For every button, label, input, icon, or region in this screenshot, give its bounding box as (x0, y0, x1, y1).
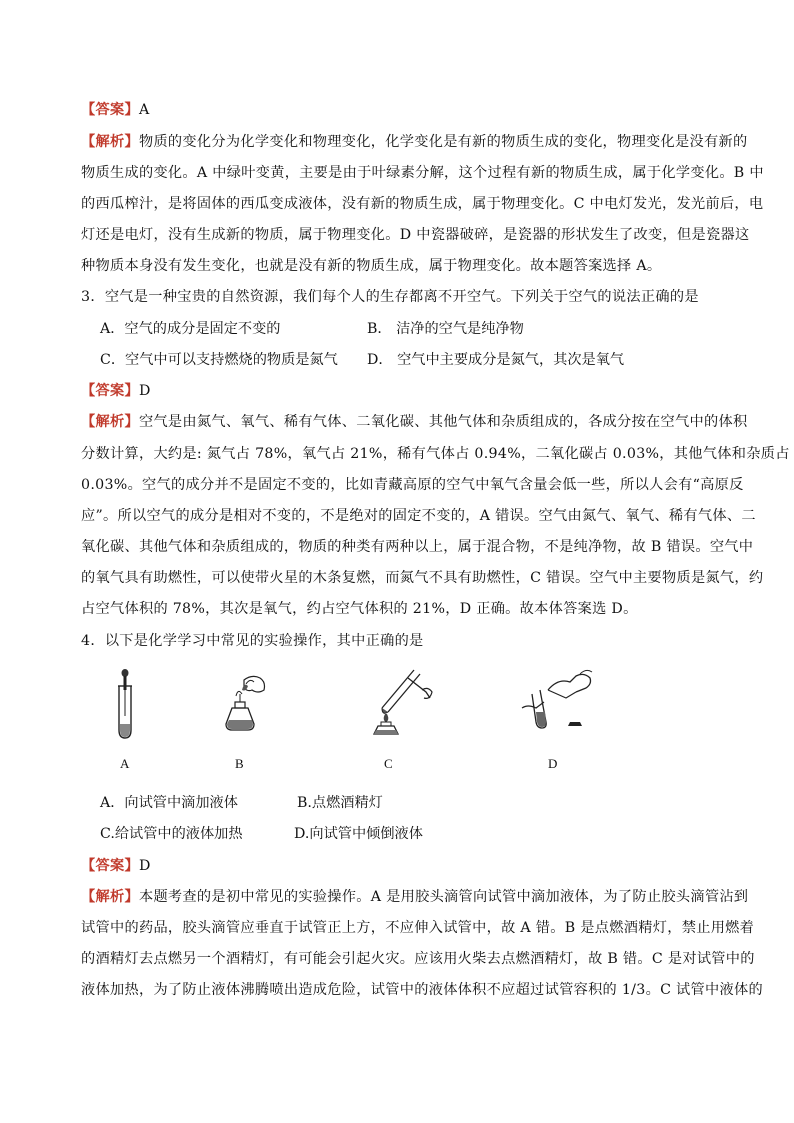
q2-answer-line (81, 101, 721, 119)
q3-analysis-line-4: 应”。所以空气的成分是相对不变的，不是绝对的固定不变的，A 错误。空气由氮气、氧气、稀有气体、二 (81, 508, 756, 524)
q3-analysis-line-1 (81, 413, 748, 431)
figure-label-b: B (235, 756, 244, 771)
test-tube-heating-image (368, 664, 434, 736)
q2-answer: A (138, 102, 150, 118)
q2-analysis-line-5: 种物质本身没有发生变化，也就是没有新的物质生成，属于物理变化。故本题答案选择 A。 (81, 258, 662, 274)
q2-analysis-line-4: 灯还是电灯，没有生成新的物质，属于物理变化。D 中瓷器破碎，是瓷器的形状发生了改变，但是瓷器这 (81, 227, 750, 243)
q3-answer-line (81, 382, 721, 400)
q3-analysis-line-7: 占空气体积的 78%，其次是氧气，约占空气体积的 21%，D 正确。故本体答案选 D。 (81, 601, 638, 617)
answer-tag: 【答案】 (81, 383, 139, 399)
q4-option-d: D.向试管中倾倒液体 (294, 826, 423, 842)
q3-answer: D (138, 383, 151, 399)
analysis-tag: 【解析】 (81, 134, 139, 150)
q3-option-c: C．空气中可以支持燃烧的物质是氮气 (100, 352, 338, 368)
analysis-tag: 【解析】 (81, 414, 139, 430)
figure-label-d: D (548, 756, 558, 771)
pouring-liquid-image (518, 668, 598, 730)
analysis-tag: 【解析】 (81, 889, 139, 905)
q4-option-b: B.点燃酒精灯 (297, 795, 383, 811)
alcohol-lamp-lighting-image (224, 672, 270, 734)
q4-analysis-text-1: 本题考查的是初中常见的实验操作。A 是用胶头滴管向试管中滴加液体，为了防止胶头滴管沾到 (138, 889, 749, 905)
q2-analysis-text-1: 物质的变化分为化学变化和物理变化，化学变化是有新的物质生成的变化，物理变化是没有新的 (138, 134, 748, 150)
q3-option-d: D． 空气中主要成分是氮气，其次是氧气 (367, 352, 625, 368)
q4-analysis-line-2: 试管中的药品，胶头滴管应垂直于试管正上方，不应伸入试管中，故 A 错。B 是点燃酒精灯，禁止用燃着 (81, 920, 755, 936)
q3-option-b: B． 洁净的空气是纯净物 (367, 321, 524, 337)
figure-label-c: C (384, 756, 393, 771)
q2-analysis-line-2: 物质生成的变化。A 中绿叶变黄，主要是由于叶绿素分解，这个过程有新的物质生成，属于化学变化。B 中 (81, 165, 764, 181)
q3-analysis-line-5: 氧化碳、其他气体和杂质组成的，物质的种类有两种以上，属于混合物，不是纯净物，故 B 错误。空气中 (81, 539, 754, 555)
q3-analysis-text-1: 空气是由氮气、氧气、稀有气体、二氧化碳、其他气体和杂质组成的，各成分按在空气中的体积 (138, 414, 748, 430)
q4-analysis-line-4: 液体加热，为了防止液体沸腾喷出造成危险，试管中的液体体积不应超过试管容积的 1/3。C 试管中液体的 (81, 982, 763, 998)
q3-stem: 3．空气是一种宝贵的自然资源，我们每个人的生存都离不开空气。下列关于空气的说法正确的是 (81, 289, 699, 305)
q3-analysis-line-6: 的氧气具有助燃性，可以使带火星的木条复燃，而氮气不具有助燃性，C 错误。空气中主要物质是氮气，约 (81, 570, 764, 586)
q4-analysis-line-3: 的酒精灯去点燃另一个酒精灯，有可能会引起火灾。应该用火柴去点燃酒精灯，故 B 错。C 是对试管中的 (81, 951, 755, 967)
q4-analysis-line-1 (81, 888, 749, 906)
q4-answer-line (81, 857, 721, 875)
q3-analysis-line-3: 0.03%。空气的成分并不是固定不变的，比如青藏高原的空气中氧气含量会低一些，所以人会有“高原反 (81, 477, 744, 493)
q3-analysis-line-2: 分数计算，大约是: 氮气占 78%，氧气占 21%，稀有气体占 0.94%，二氧化碳占 0.03%，其他气体和杂质占 (81, 446, 790, 462)
answer-tag: 【答案】 (81, 858, 139, 874)
figure-label-a: A (120, 756, 130, 771)
q4-answer: D (138, 858, 151, 874)
q4-option-c: C.给试管中的液体加热 (100, 826, 243, 842)
q4-option-a: A．向试管中滴加液体 (100, 795, 238, 811)
answer-tag: 【答案】 (81, 102, 139, 118)
q2-analysis-line-1 (81, 133, 748, 151)
dropper-into-test-tube-image (110, 668, 140, 740)
q4-stem: 4．以下是化学学习中常见的实验操作，其中正确的是 (81, 633, 424, 649)
q3-option-a: A．空气的成分是固定不变的 (100, 321, 281, 337)
q2-analysis-line-3: 的西瓜榨汁，是将固体的西瓜变成液体，没有新的物质生成，属于物理变化。C 中电灯发光，发光前后，电 (81, 196, 764, 212)
